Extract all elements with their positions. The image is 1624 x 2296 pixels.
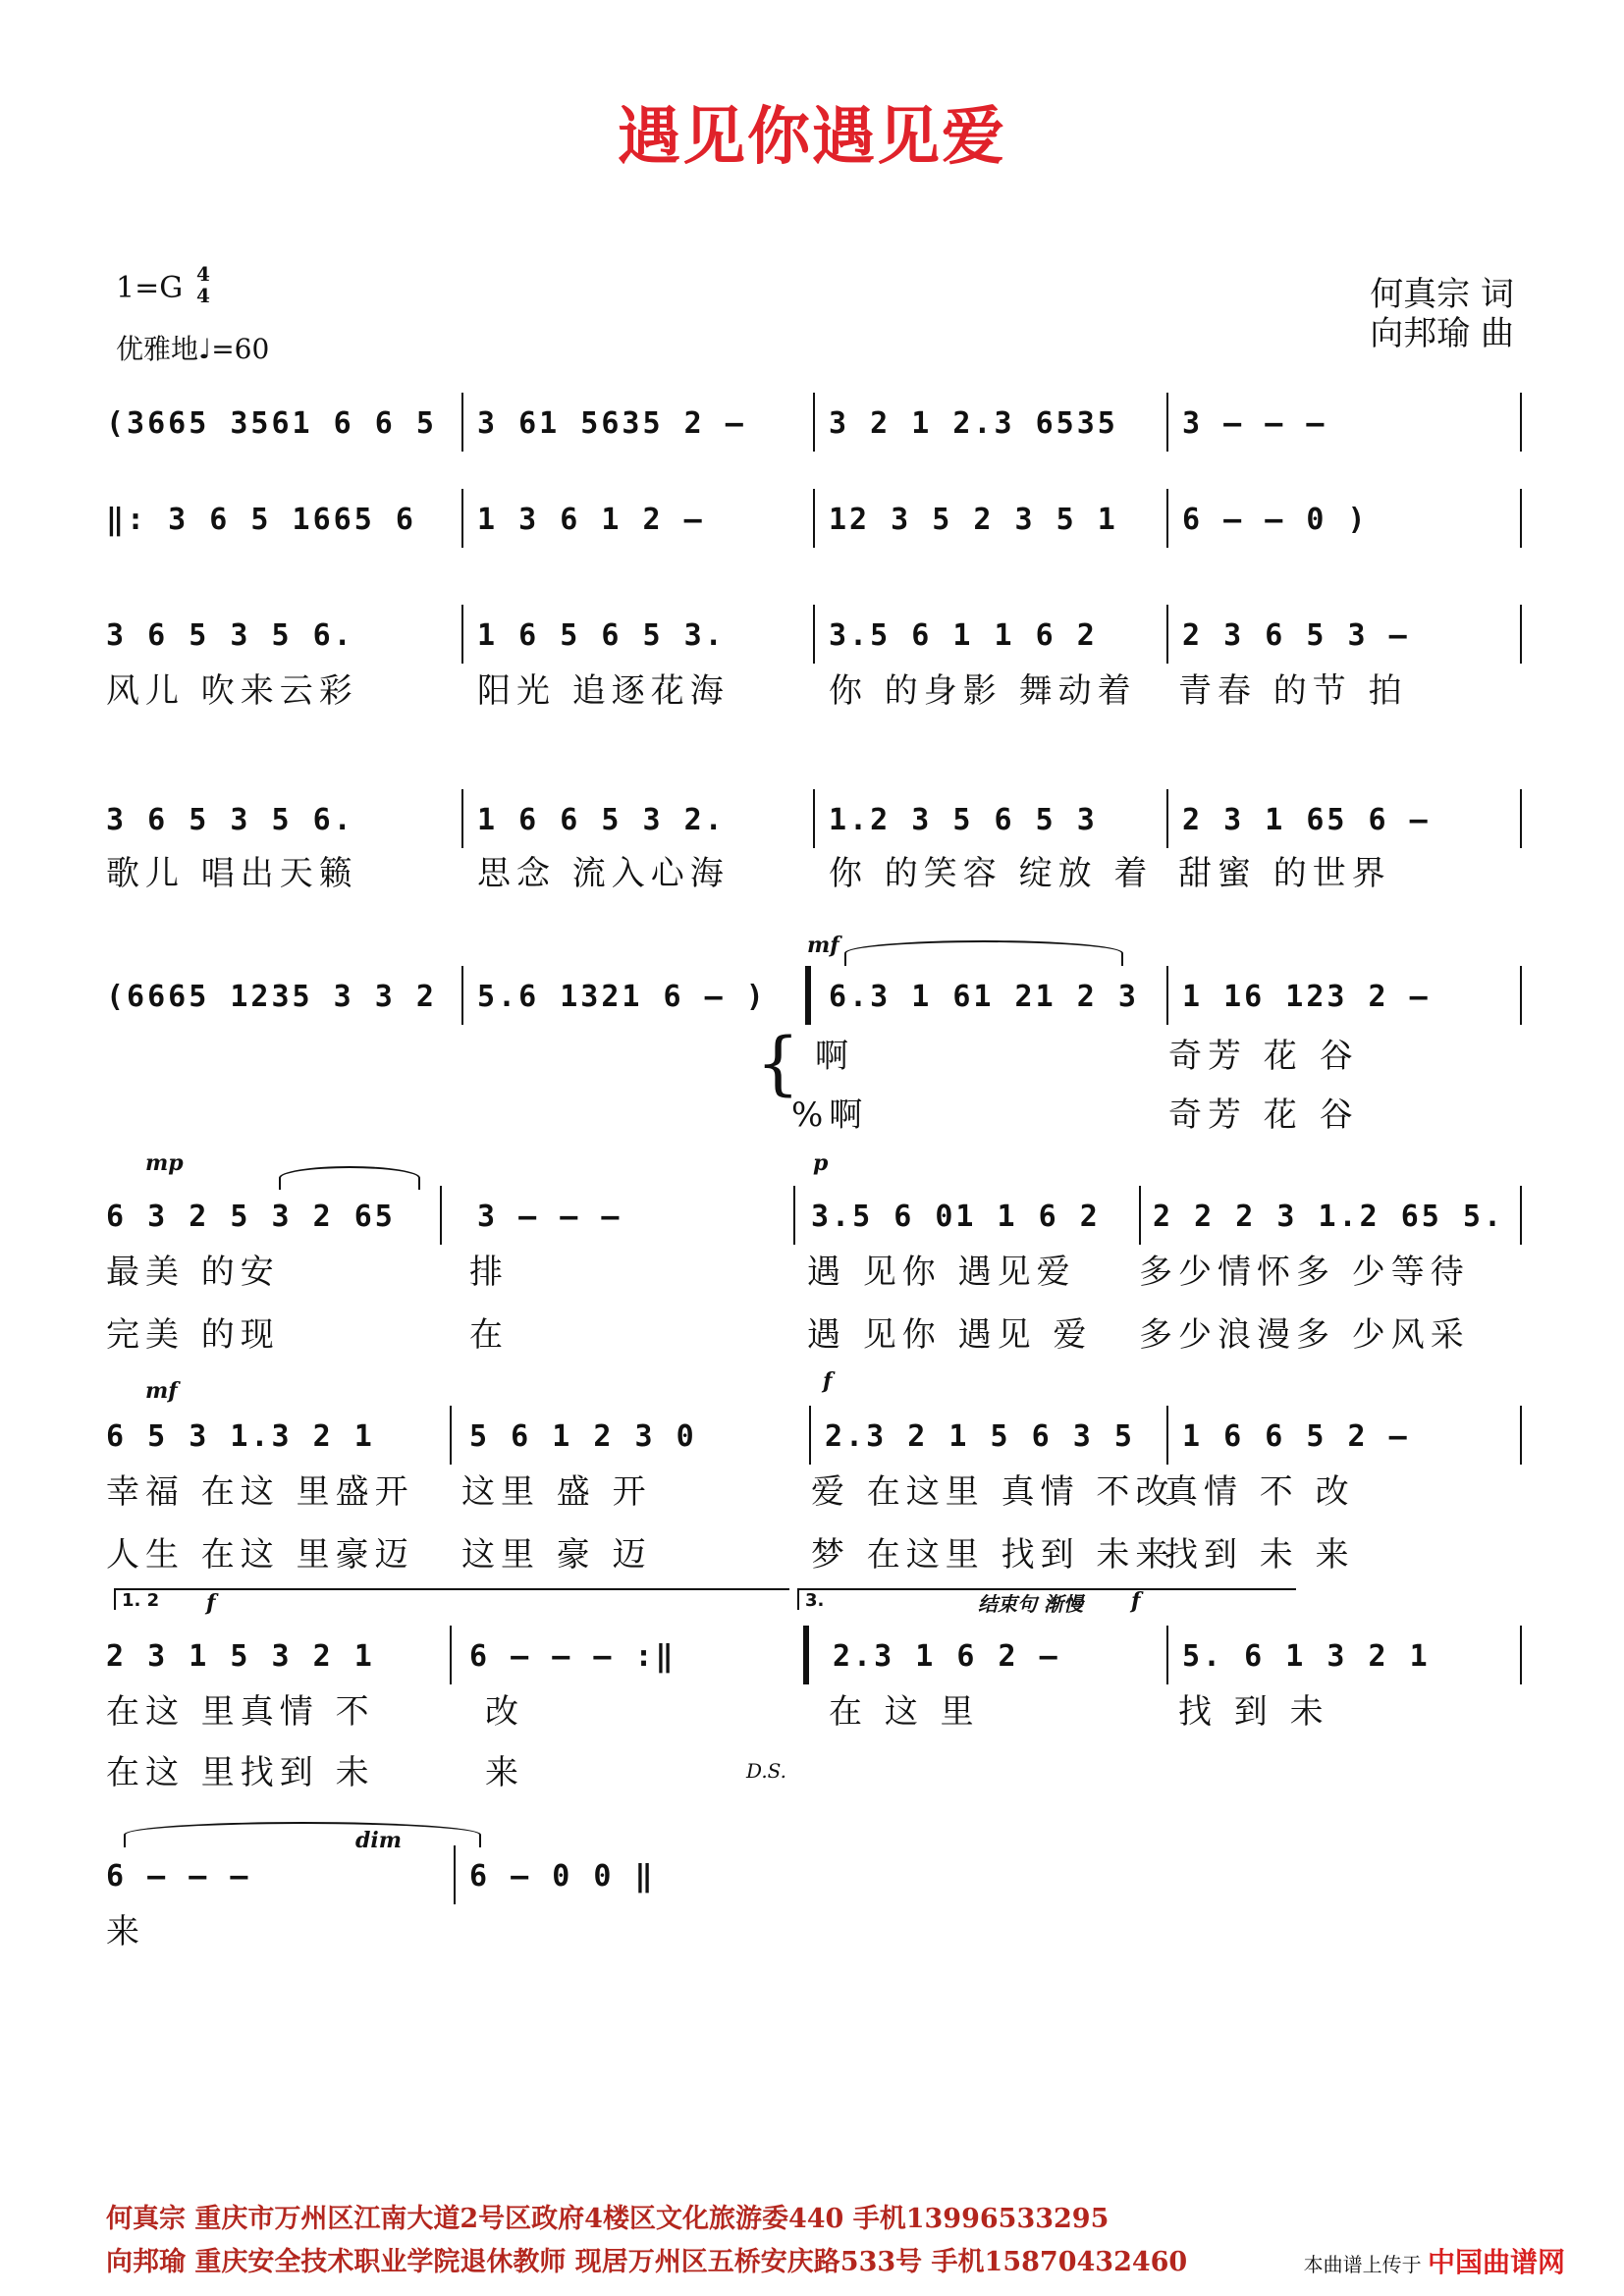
barline (1166, 1626, 1168, 1684)
lyric: 遇 见你 遇见 爱 (807, 1315, 1093, 1355)
measure-group: 6 – – – :‖ (469, 1639, 677, 1674)
dynamic-marking: f (1131, 1588, 1141, 1614)
measure-group: 5 6 1 2 3 0 (469, 1419, 697, 1454)
lyric: 在 (469, 1315, 509, 1355)
barline (1520, 789, 1522, 848)
barline (461, 489, 463, 548)
measure-group: 3 61 5635 2 – (477, 406, 746, 441)
lyric: 奇芳 花 谷 (1168, 1095, 1359, 1135)
measure-group: 1 6 6 5 2 – (1182, 1419, 1410, 1454)
volta-1-2: 1. 2 (114, 1588, 789, 1610)
measure-group: 3 – – – (477, 1200, 623, 1234)
barline (1520, 1626, 1522, 1684)
barline (1166, 605, 1168, 664)
measure-group: 1 16 123 2 – (1182, 980, 1431, 1014)
dynamic-marking: mf (145, 1378, 178, 1404)
lyric: 在这 里真情 不 (106, 1692, 375, 1732)
dynamic-marking: f (206, 1590, 216, 1616)
barline (1166, 789, 1168, 848)
measure-group: 6 – – – (106, 1859, 251, 1894)
dal-segno: D.S. (746, 1759, 787, 1783)
measure-group: 1 3 6 1 2 – (477, 503, 705, 537)
barline (1520, 966, 1522, 1025)
lyric: 你 的身影 舞动着 (829, 671, 1137, 711)
measure-group: 2.3 1 6 2 – (833, 1639, 1060, 1674)
barline (461, 966, 463, 1025)
measure-group: 2 3 1 65 6 – (1182, 803, 1431, 837)
lyric: 甜蜜 的世界 (1178, 854, 1391, 893)
lyric: 这里 豪 迈 (461, 1535, 652, 1575)
lyric: 遇 见你 遇见爱 (807, 1253, 1076, 1292)
measure-group: 6.3 1 61 21 2 3 (829, 980, 1139, 1014)
lyric: 这里 盛 开 (461, 1472, 652, 1512)
lyricist-credit: 何真宗 词 (1370, 275, 1514, 314)
lyric: 在这 里找到 未 (106, 1753, 375, 1792)
lyric: 你 的笑容 绽放 着 (829, 854, 1154, 893)
barline (1520, 1406, 1522, 1465)
measure-group: 3.5 6 1 1 6 2 (829, 618, 1098, 653)
measure-group: 6 5 3 1.3 2 1 (106, 1419, 375, 1454)
lyric: 青春 的节 拍 (1178, 671, 1408, 711)
lyric: 人生 在这 里豪迈 (106, 1535, 414, 1575)
page-title: 遇见你遇见爱 (618, 100, 1006, 174)
time-signature: 4 4 (196, 262, 210, 307)
lyric: 来 (485, 1753, 524, 1792)
dynamic-marking: dim (355, 1828, 403, 1853)
composer-contact: 向邦瑜 重庆安全技术职业学院退休教师 现居万州区五桥安庆路533号 手机15870432460 (106, 2247, 1188, 2277)
lyric: 完美 的现 (106, 1315, 280, 1355)
ending-instruction: 结束句 渐慢 (978, 1592, 1083, 1616)
measure-group: 3 6 5 3 5 6. (106, 803, 354, 837)
measure-group: 6 – – 0 ) (1182, 503, 1369, 537)
verse-brace: { (756, 1023, 800, 1103)
measure-group: 12 3 5 2 3 5 1 (829, 503, 1118, 537)
lyric: 思念 流入心海 (477, 854, 730, 893)
measure-group: 2 3 1 5 3 2 1 (106, 1639, 375, 1674)
lyric: 梦 在这里 找到 未来 (811, 1535, 1175, 1575)
lyric: 多少情怀多 少等待 (1139, 1253, 1470, 1292)
measure-group: 3 – – – (1182, 406, 1327, 441)
measure-group: ‖: 3 6 5 1665 6 (106, 503, 416, 537)
barline (461, 789, 463, 848)
lyric: 啊 (815, 1037, 854, 1076)
measure-group: 1 6 5 6 5 3. (477, 618, 726, 653)
barline (1166, 966, 1168, 1025)
barline (793, 1186, 795, 1245)
measure-group: 5.6 1321 6 – ) (477, 980, 767, 1014)
lyric: 最美 的安 (106, 1253, 280, 1292)
dynamic-marking: p (813, 1150, 829, 1176)
barline (461, 605, 463, 664)
barline (1166, 489, 1168, 548)
barline (1139, 1186, 1141, 1245)
barline (440, 1186, 442, 1245)
barline (450, 1406, 452, 1465)
lyric: 爱 在这里 真情 不改 (811, 1472, 1175, 1512)
score-row-5 (106, 966, 1525, 1035)
lyric: 风儿 吹来云彩 (106, 671, 358, 711)
measure-group: 2 3 6 5 3 – (1182, 618, 1410, 653)
lyric: 在 这 里 (829, 1692, 980, 1732)
volta-3: 3. (797, 1588, 1296, 1610)
measure-group: 6 – 0 0 ‖ (469, 1859, 656, 1894)
lyric: 找到 未 来 (1164, 1535, 1355, 1575)
barline (813, 489, 815, 548)
lyric: 歌儿 唱出天籁 (106, 854, 358, 893)
segno-barline (805, 966, 811, 1025)
measure-group: 5. 6 1 3 2 1 (1182, 1639, 1431, 1674)
barline (1166, 1406, 1168, 1465)
tempo-marking: 优雅地♩=60 (116, 333, 270, 365)
lyricist-contact: 何真宗 重庆市万州区江南大道2号区政府4楼区文化旅游委440 手机13996533295 (106, 2204, 1110, 2234)
lyric: 排 (469, 1253, 509, 1292)
lyric: 真情 不 改 (1164, 1472, 1355, 1512)
barline (1520, 393, 1522, 452)
barline (1520, 489, 1522, 548)
lyric: 改 (485, 1692, 524, 1732)
barline (813, 393, 815, 452)
measure-group: 3.5 6 01 1 6 2 (811, 1200, 1101, 1234)
lyric: %啊 (791, 1095, 869, 1135)
measure-group: 6 3 2 5 3 2 65 (106, 1200, 396, 1234)
barline (461, 393, 463, 452)
score-row-9 (106, 1845, 1525, 1914)
dynamic-marking: mp (145, 1150, 184, 1176)
measure-group: 3 2 1 2.3 6535 (829, 406, 1118, 441)
composer-credit: 向邦瑜 曲 (1370, 314, 1514, 353)
barline (1520, 605, 1522, 664)
key-signature: 1=G (116, 271, 184, 305)
score-row-2 (106, 489, 1525, 558)
lyric: 找 到 未 (1178, 1692, 1329, 1732)
lyric: 幸福 在这 里盛开 (106, 1472, 414, 1512)
upload-credit (1304, 2241, 1565, 2280)
slur (844, 940, 1123, 966)
score-row-1 (106, 393, 1525, 461)
lyric: 阳光 追逐花海 (477, 671, 730, 711)
site-logo[interactable]: 中国曲谱网 (1427, 2246, 1565, 2278)
upload-note: 本曲谱上传于 (1303, 2253, 1422, 2276)
measure-group: 1 6 6 5 3 2. (477, 803, 726, 837)
barline (813, 789, 815, 848)
measure-group: (3665 3561 6 6 5 (106, 406, 437, 441)
barline (1166, 393, 1168, 452)
measure-group: (6665 1235 3 3 2 (106, 980, 437, 1014)
measure-group: 3 6 5 3 5 6. (106, 618, 354, 653)
repeat-end-barline (803, 1626, 809, 1684)
lyric: 奇芳 花 谷 (1168, 1037, 1359, 1076)
barline (450, 1626, 452, 1684)
measure-group: 1.2 3 5 6 5 3 (829, 803, 1098, 837)
dynamic-marking: mf (807, 933, 839, 958)
barline (1520, 1186, 1522, 1245)
measure-group: 2.3 2 1 5 6 3 5 (825, 1419, 1135, 1454)
barline (809, 1406, 811, 1465)
measure-group: 2 2 2 3 1.2 65 5. (1153, 1200, 1505, 1234)
dynamic-marking: f (823, 1368, 833, 1394)
barline (813, 605, 815, 664)
tie (124, 1822, 481, 1847)
lyric: 来 (106, 1912, 145, 1951)
barline (454, 1845, 456, 1904)
lyric: 多少浪漫多 少风采 (1139, 1315, 1470, 1355)
